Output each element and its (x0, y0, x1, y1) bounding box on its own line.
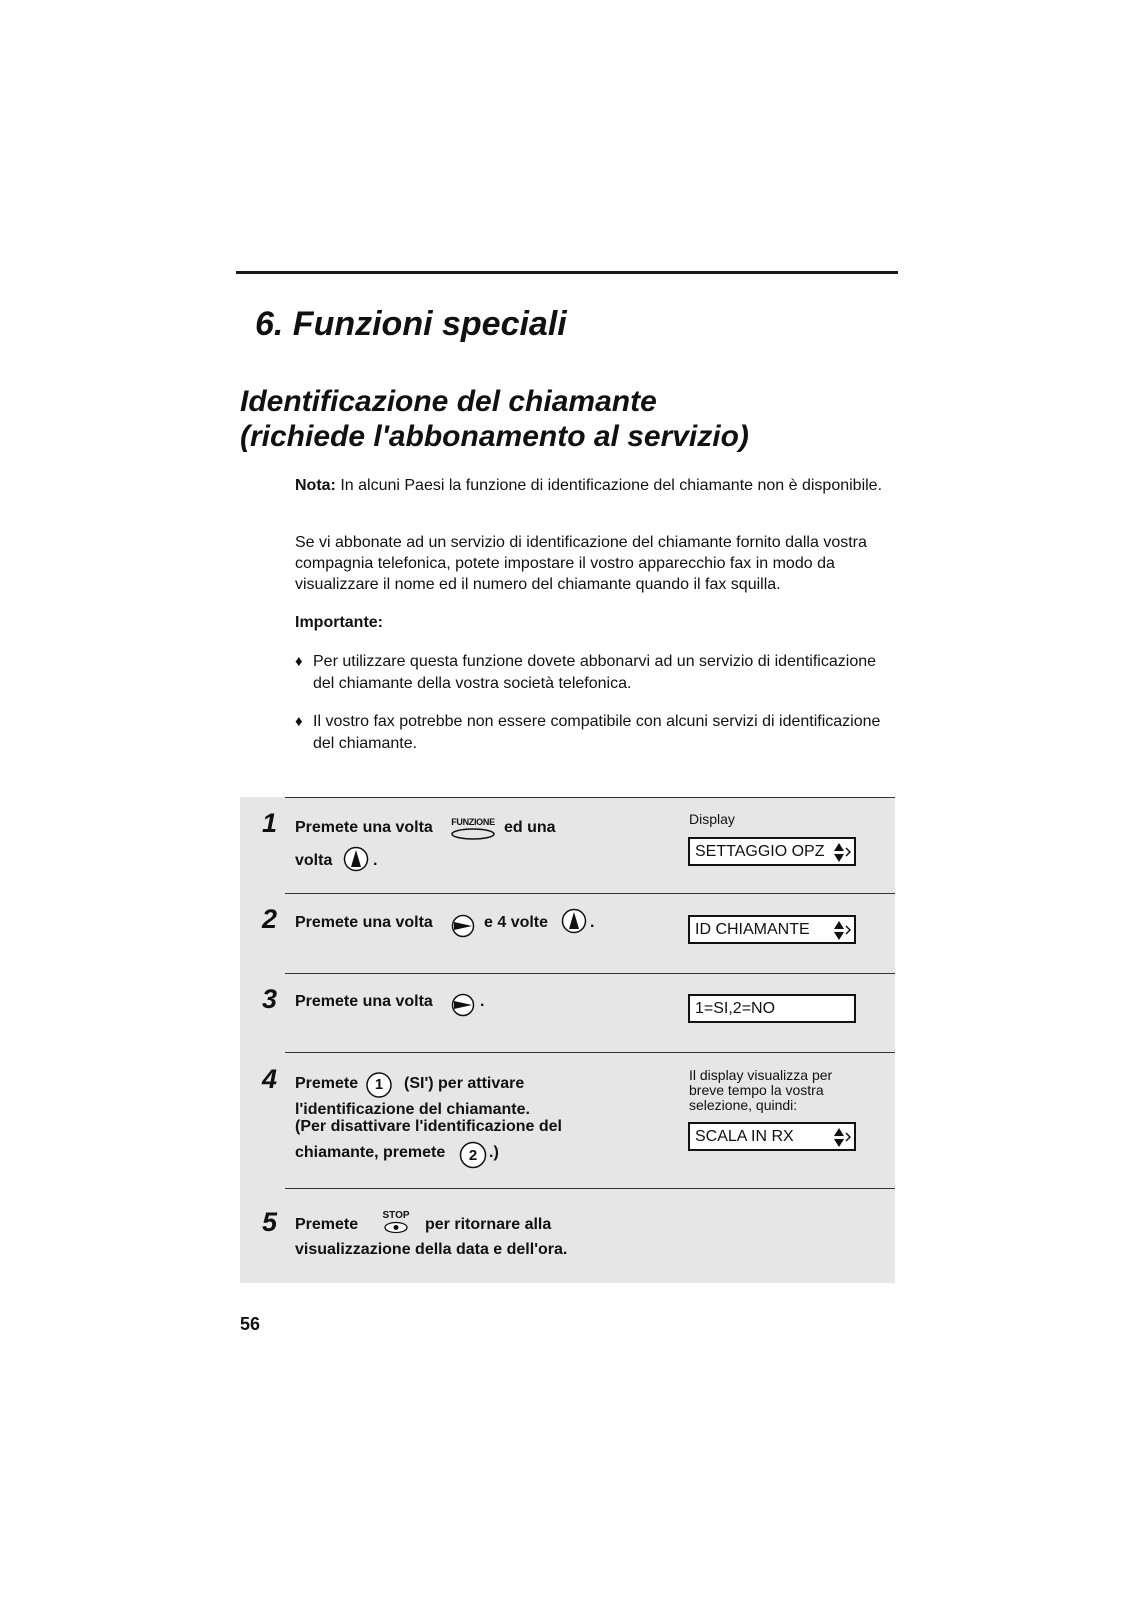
step-divider (285, 797, 895, 798)
step-3-text-a: Premete una volta (295, 993, 433, 1010)
lcd-display-1 (688, 837, 856, 866)
lcd-text-3: 1=SI,2=NO (695, 1000, 776, 1017)
up-arrow-key-icon (561, 908, 587, 939)
step-divider (285, 973, 895, 974)
step-2-text-c: . (590, 914, 595, 931)
step-divider (285, 893, 895, 894)
funzione-key-label: FUNZIONE (451, 817, 495, 827)
section-title (240, 384, 749, 454)
step-2-text-a: Premete una volta (295, 914, 433, 931)
intro-paragraph: Se vi abbonate ad un servizio di identificazione del chiamante fornito dalla vostra compagnia telefonica, potete impostare il vostro apparecchio fax in modo da visualizzare il nome ed il numero del chiamante quando il fax squilla. (295, 534, 867, 593)
step-2-text-b: e 4 volte (484, 914, 549, 931)
section-title-line1: Identificazione del chiamante (240, 385, 657, 418)
top-rule (236, 271, 898, 274)
step-3-text-b: . (480, 993, 485, 1010)
step-1-text-d: . (373, 852, 378, 869)
lcd-text-2: ID CHIAMANTE (695, 921, 810, 938)
chapter-title: 6. Funzioni speciali (255, 305, 567, 343)
step-divider (285, 1052, 895, 1053)
bullet-item-2 (295, 711, 890, 755)
key-2-icon (459, 1141, 487, 1174)
updown-arrows-icon (833, 842, 851, 863)
bullet-diamond-icon: ♦ (295, 713, 303, 730)
step-5-text-b: per ritornare alla (425, 1216, 552, 1233)
page-number: 56 (240, 1314, 261, 1334)
step-divider (285, 1188, 895, 1189)
step-4-line4-end: .) (489, 1144, 499, 1161)
step-number-5: 5 (262, 1207, 278, 1237)
step-1-text-c: volta (295, 852, 333, 869)
key-1-label: 1 (374, 1076, 384, 1093)
updown-arrows-icon (833, 920, 851, 941)
stop-key-icon (378, 1210, 414, 1239)
funzione-key-icon (449, 817, 497, 845)
important-label: Importante: (295, 614, 383, 631)
display-label: Display (689, 811, 735, 827)
step-1-text-a: Premete una volta (295, 819, 433, 836)
updown-arrows-icon (833, 1127, 851, 1148)
step-4-text-b: (SI') per attivare (404, 1075, 525, 1092)
note-text: In alcuni Paesi la funzione di identificazione del chiamante non è disponibile. (335, 477, 883, 494)
step-1-text-b: ed una (504, 819, 556, 836)
step-4-line3: (Per disattivare l'identificazione del (295, 1118, 562, 1135)
bullet-diamond-icon: ♦ (295, 653, 303, 670)
right-arrow-key-icon (451, 914, 475, 943)
step-number-4: 4 (262, 1064, 278, 1094)
steps-panel (240, 797, 895, 1283)
lcd-display-4 (688, 1122, 856, 1151)
key-2-label: 2 (468, 1147, 478, 1164)
section-title-line2: (richiede l'abbonamento al servizio) (240, 420, 749, 453)
step-number-1: 1 (262, 808, 278, 838)
lcd-display-2 (688, 915, 856, 944)
step-5-line2: visualizzazione della data e dell'ora. (295, 1241, 568, 1258)
step-number-3: 3 (262, 984, 278, 1014)
bullet-text-1: Per utilizzare questa funzione dovete abbonarvi ad un servizio di identificazione del chiamante della vostra società telefonica. (313, 653, 877, 692)
note-label: Nota: (295, 477, 336, 494)
lcd-text-4: SCALA IN RX (695, 1128, 794, 1145)
up-arrow-key-icon (343, 846, 369, 877)
step-4-line2: l'identificazione del chiamante. (295, 1101, 530, 1118)
bullet-item-1 (295, 651, 890, 695)
step-number-2: 2 (262, 904, 278, 934)
bullet-text-2: Il vostro fax potrebbe non essere compatibile con alcuni servizi di identificazione del chiamante. (313, 713, 881, 752)
stop-key-label: STOP (382, 1210, 410, 1221)
display-note: Il display visualizza per breve tempo la vostra selezione, quindi: (689, 1067, 833, 1113)
step-5-text-a: Premete (295, 1216, 359, 1233)
step-4-text-a: Premete (295, 1075, 359, 1092)
lcd-display-3 (688, 994, 856, 1023)
key-1-icon (365, 1072, 393, 1103)
step-4-line4: chiamante, premete (295, 1144, 446, 1161)
note-paragraph (295, 475, 890, 496)
lcd-text-1: SETTAGGIO OPZ (695, 843, 825, 860)
right-arrow-key-icon (451, 993, 475, 1022)
